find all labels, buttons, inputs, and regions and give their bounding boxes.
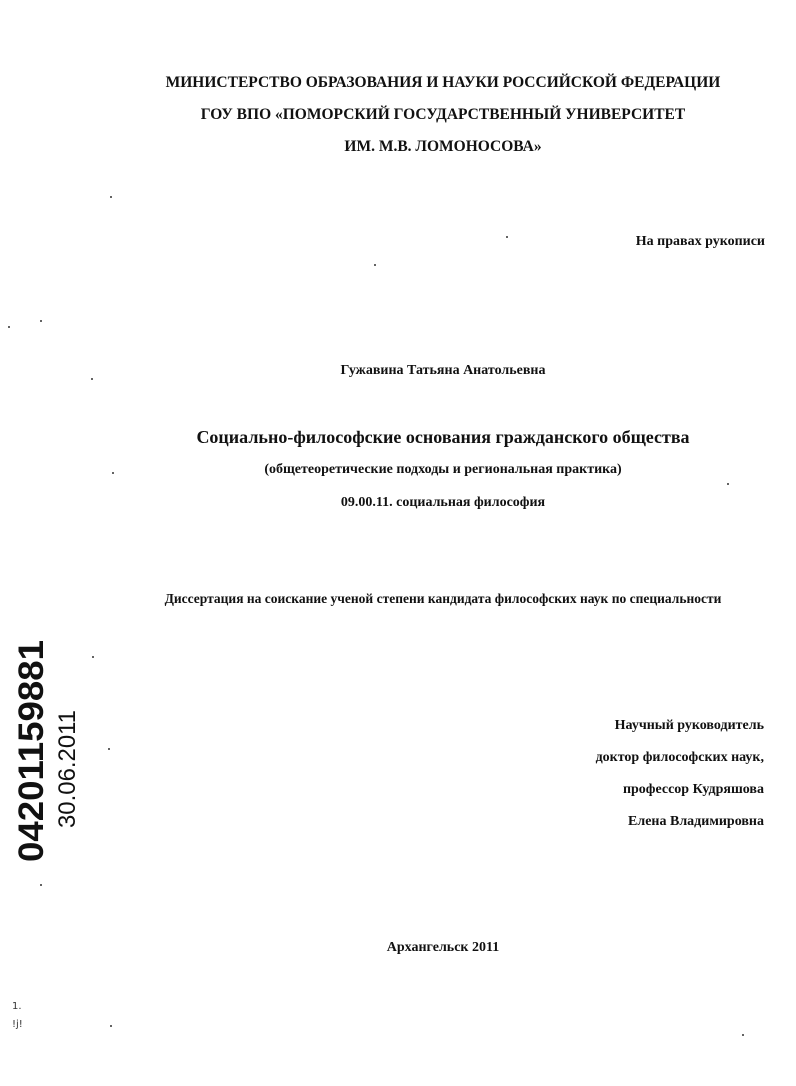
supervisor-label: Научный руководитель	[614, 718, 764, 733]
stamp-date: 30.06.2011	[54, 709, 81, 828]
dissertation-degree-line: Диссертация на соискание ученой степени кандидата философских наук по специальности	[164, 591, 722, 606]
scan-speck	[742, 1034, 744, 1036]
supervisor-title-surname: профессор Кудряшова	[622, 782, 764, 797]
scan-speck	[112, 472, 114, 474]
author-name: Гужавина Татьяна Анатольевна	[340, 363, 546, 378]
margin-mark-1: 1.	[12, 1001, 22, 1012]
scan-speck	[110, 196, 112, 198]
stamp-number: 04201159881	[12, 649, 51, 862]
dissertation-title: Социально-философские основания гражданского общества	[196, 427, 690, 447]
library-stamp	[8, 640, 88, 862]
ministry-heading: МИНИСТЕРСТВО ОБРАЗОВАНИЯ И НАУКИ РОССИЙСКОЙ ФЕДЕРАЦИИ	[165, 74, 721, 91]
scan-speck	[92, 656, 94, 658]
scan-speck	[8, 326, 10, 328]
scan-speck	[40, 320, 42, 322]
manuscript-rights-note: На правах рукописи	[635, 234, 765, 249]
dissertation-subtitle: (общетеоретические подходы и региональная практика)	[264, 462, 622, 477]
margin-mark-2: !j!	[12, 1019, 23, 1030]
scan-speck	[727, 483, 729, 485]
university-heading-line2: ИМ. М.В. ЛОМОНОСОВА»	[344, 138, 542, 155]
supervisor-degree: доктор философских наук,	[595, 750, 764, 765]
scan-speck	[374, 264, 376, 266]
university-heading-line1: ГОУ ВПО «ПОМОРСКИЙ ГОСУДАРСТВЕННЫЙ УНИВЕРСИТЕТ	[200, 106, 686, 123]
scan-speck	[40, 884, 42, 886]
city-year: Архангельск 2011	[386, 940, 500, 955]
supervisor-given-names: Елена Владимировна	[628, 814, 764, 829]
specialty-code: 09.00.11. социальная философия	[340, 495, 546, 510]
scan-speck	[108, 748, 110, 750]
scan-speck	[110, 1025, 112, 1027]
scan-speck	[91, 378, 93, 380]
scan-speck	[506, 236, 508, 238]
